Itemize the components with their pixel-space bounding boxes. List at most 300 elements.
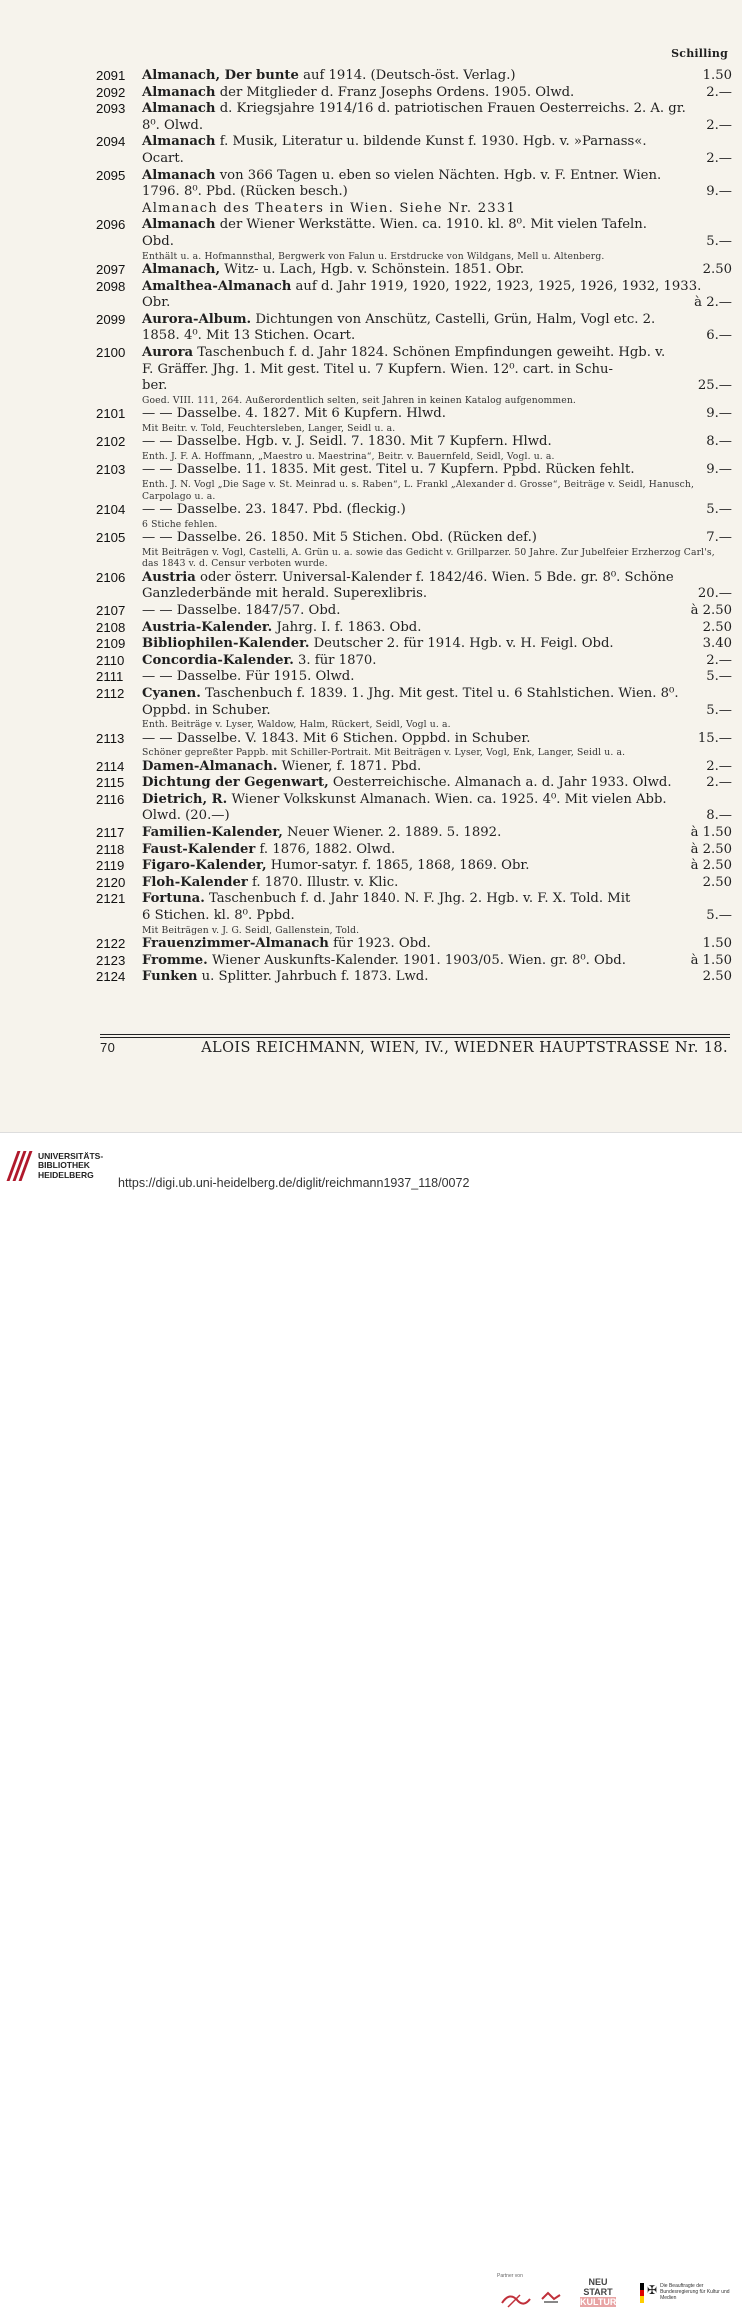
entry-text [142, 328, 700, 345]
entry-text [142, 570, 726, 587]
entry-number: 2101 [96, 406, 126, 422]
catalog-entry [96, 85, 732, 102]
entry-description: auf 1914. (Deutsch-öst. Verlag.) [298, 68, 516, 83]
entry-keyword: Faust-Kalender [142, 841, 256, 857]
bund-text: Die Beauftragte der Bundesregierung für Kultur und Medien [660, 2283, 730, 2301]
entry-price: 20.— [697, 586, 732, 602]
entry-text [142, 134, 726, 151]
entry-description: Obd. [142, 233, 174, 249]
catalog-entry [96, 530, 732, 570]
entry-note: Schöner gepreßter Pappb. mit Schiller-Portrait. Mit Beiträgen v. Lyser, Vogl, Enk, Langer, Seidl u. a. [142, 747, 626, 759]
entry-keyword: Almanach [142, 167, 216, 183]
catalog-entry [96, 345, 732, 406]
entry-line [142, 586, 732, 603]
entry-text [142, 502, 700, 519]
entry-number: 2116 [96, 791, 125, 807]
partner-logos-icon[interactable] [498, 2281, 576, 2315]
entry-price: à 1.50 [690, 825, 732, 841]
entry-description: — — Dasselbe. 1847/57. Obd. [142, 602, 341, 618]
library-name: UNIVERSITÄTS- BIBLIOTHEK HEIDELBERG [38, 1150, 104, 1180]
entry-number: 2108 [96, 619, 126, 635]
catalog-entry [96, 792, 732, 825]
entry-number: 2094 [96, 134, 126, 150]
entry-number: 2118 [96, 841, 125, 857]
entry-line [142, 378, 732, 395]
entry-body [142, 434, 732, 462]
entry-description: f. 1870. Illustr. v. Klic. [247, 874, 399, 890]
entry-keyword: Fromme. [142, 952, 208, 968]
entry-number: 2107 [96, 602, 126, 618]
entry-description: Obr. [142, 295, 171, 311]
entry-description: Ocart. [142, 150, 184, 166]
entry-body [142, 858, 732, 875]
entry-line [142, 85, 732, 102]
entry-number: 2105 [96, 530, 126, 546]
page-url[interactable]: https://digi.ub.uni-heidelberg.de/diglit/reichmann1937_118/0072 [118, 1176, 470, 1190]
entry-description: Deutscher 2. für 1914. Hgb. v. H. Feigl. Obd. [309, 636, 614, 652]
entry-price: 9.— [706, 406, 732, 422]
entry-line [142, 908, 732, 925]
entry-description: — — Dasselbe. Hgb. v. J. Seidl. 7. 1830. Mit 7 Kupfern. Hlwd. [142, 434, 552, 450]
entry-keyword: Austria [142, 569, 196, 585]
entry-body [142, 168, 732, 201]
entry-line [142, 345, 732, 362]
entry-description: Wiener Auskunfts-Kalender. 1901. 1903/05. Wien. gr. 8⁰. Obd. [207, 952, 626, 968]
entry-description: Witz- u. Lach, Hgb. v. Schönstein. 1851. Obr. [220, 262, 525, 278]
entry-description: — — Dasselbe. 11. 1835. Mit gest. Titel u. 7 Kupfern. Ppbd. Rücken fehlt. [142, 462, 635, 478]
entry-description: — — Dasselbe. 23. 1847. Pbd. (fleckig.) [142, 502, 406, 518]
entry-line [142, 295, 732, 312]
entry-text [142, 279, 726, 296]
entry-number: 2102 [96, 434, 126, 450]
entry-line [142, 101, 732, 118]
entry-keyword: Frauenzimmer-Almanach [142, 936, 329, 952]
entry-text [142, 875, 697, 892]
catalog-entry [96, 953, 732, 970]
entry-line [142, 462, 732, 479]
catalog-entry [96, 279, 732, 312]
entry-body [142, 134, 732, 167]
entry-body [142, 603, 732, 620]
entry-number: 2098 [96, 278, 126, 294]
entry-price: 2.50 [702, 969, 732, 985]
entry-number: 2111 [96, 669, 124, 685]
entry-body [142, 620, 732, 637]
entry-text [142, 620, 697, 637]
catalog-entry [96, 434, 732, 462]
entry-number: 2113 [96, 730, 125, 746]
entry-price: 2.— [706, 652, 732, 668]
entry-body [142, 345, 732, 406]
catalog-entry [96, 969, 732, 986]
entry-body [142, 279, 732, 312]
entry-body [142, 775, 732, 792]
entry-price: 2.— [706, 84, 732, 100]
entry-line [142, 891, 732, 908]
entry-body [142, 653, 732, 670]
footer-rule [100, 1034, 730, 1035]
entry-line [142, 953, 732, 970]
entry-text [142, 295, 688, 312]
entry-body [142, 502, 732, 530]
entry-body [142, 669, 732, 686]
partner-label: Partner von [497, 2273, 523, 2279]
entry-number: 2093 [96, 101, 126, 117]
entry-keyword: Familien-Kalender, [142, 825, 283, 841]
entry-text [142, 792, 726, 809]
entry-number: 2115 [96, 775, 125, 791]
entry-price: 2.50 [702, 874, 732, 890]
entry-number: 2110 [96, 652, 125, 668]
entry-line [142, 151, 732, 168]
entry-body [142, 891, 732, 936]
entry-keyword: Amalthea-Almanach [142, 278, 292, 294]
entry-text [142, 262, 697, 279]
entry-body [142, 936, 732, 953]
running-head: Schilling [671, 47, 728, 60]
entry-keyword: Almanach, [142, 262, 221, 278]
entry-text [142, 636, 697, 653]
entry-price: 2.— [706, 117, 732, 133]
entry-text [142, 653, 700, 670]
catalog-entry [96, 875, 732, 892]
entry-price: à 2.50 [690, 858, 732, 874]
entry-number: 2121 [96, 891, 126, 907]
entry-description: oder österr. Universal-Kalender f. 1842/46. Wien. 5 Bde. gr. 8⁰. Schöne [195, 569, 674, 585]
entry-description: Taschenbuch f. d. Jahr 1840. N. F. Jhg. 2. Hgb. v. F. X. Told. Mit [204, 891, 631, 907]
entry-note: Enth. Beiträge v. Lyser, Waldow, Halm, Rückert, Seidl, Vogl u. a. [142, 719, 451, 731]
entry-description: 3. für 1870. [293, 652, 377, 668]
entry-number: 2104 [96, 502, 126, 518]
entry-text [142, 775, 700, 792]
entry-line [142, 312, 732, 329]
entry-keyword: Damen-Almanach. [142, 758, 278, 774]
entry-description: F. Gräffer. Jhg. 1. Mit gest. Titel u. 7 Kupfern. Wien. 12⁰. cart. in Schu- [142, 361, 613, 377]
entry-keyword: Bibliophilen-Kalender. [142, 636, 310, 652]
entry-number: 2124 [96, 969, 126, 985]
entry-price: à 2.50 [690, 841, 732, 857]
catalog-entry [96, 134, 732, 167]
entry-line [142, 118, 732, 135]
entry-text [142, 686, 726, 703]
entry-note: Enth. J. N. Vogl „Die Sage v. St. Meinrad u. s. Raben“, L. Frankl „Alexander d. Grosse“, Beiträge v. Seidl, Hanusch, Carpolago u. a. [142, 479, 695, 502]
entry-text [142, 586, 692, 603]
entry-line [142, 969, 732, 986]
entry-note: Mit Beiträgen v. Vogl, Castelli, A. Grün u. a. sowie das Gedicht v. Grillparzer. 50 Jahre. Zur Jubelfeier Erzherzog Carl's, das 1843 v. d. Censur verboten wurde. [142, 546, 715, 570]
entry-text [142, 462, 700, 479]
entry-line [142, 570, 732, 587]
entry-line [142, 669, 732, 686]
entry-description: 1796. 8⁰. Pbd. (Rücken besch.) [142, 184, 348, 200]
entry-note: Mit Beiträgen v. J. G. Seidl, Gallenstein, Told. [142, 924, 360, 936]
library-logo[interactable] [10, 1149, 103, 1183]
catalog-entry [96, 669, 732, 686]
entry-line [142, 842, 732, 859]
entry-description: Jahrg. I. f. 1863. Obd. [272, 619, 422, 635]
catalog-entry [96, 462, 732, 502]
catalog-entries [96, 68, 732, 986]
entry-note: Mit Beitr. v. Told, Feuchtersleben, Langer, Seidl u. a. [142, 422, 396, 434]
entry-number: 2106 [96, 569, 126, 585]
entry-line [142, 184, 732, 201]
entry-line [142, 406, 732, 423]
catalog-entry [96, 891, 732, 936]
page-number: 70 [100, 1040, 116, 1055]
entry-line [142, 603, 732, 620]
entry-keyword: Floh-Kalender [142, 874, 248, 890]
entry-number: 2117 [96, 825, 125, 841]
entry-price: 2.50 [702, 619, 732, 635]
entry-description: Oesterreichische. Almanach a. d. Jahr 1933. Olwd. [328, 775, 672, 791]
entry-text [142, 842, 685, 859]
entry-body [142, 101, 732, 134]
entry-body [142, 759, 732, 776]
catalog-entry [96, 636, 732, 653]
entry-keyword: Fortuna. [142, 891, 205, 907]
entry-description: — — Dasselbe. 4. 1827. Mit 6 Kupfern. Hlwd. [142, 406, 446, 422]
entry-line [142, 936, 732, 953]
catalog-entry [96, 759, 732, 776]
catalog-entry [96, 312, 732, 345]
entry-text [142, 434, 700, 451]
page-footer [100, 1040, 728, 1056]
german-flag-icon [640, 2283, 644, 2303]
entry-text [142, 759, 700, 776]
entry-keyword: Austria-Kalender. [142, 619, 273, 635]
heidelberg-logo-icon [10, 1149, 32, 1183]
entry-body [142, 686, 732, 731]
footer-rule-second [100, 1037, 730, 1038]
entry-price: à 2.50 [690, 602, 732, 618]
entry-description: Oppbd. in Schuber. [142, 702, 271, 718]
catalog-entry [96, 936, 732, 953]
bund-logo[interactable] [640, 2283, 730, 2303]
entry-text [142, 168, 726, 185]
neustart-kultur-logo[interactable]: NEU START KULTUR [580, 2277, 617, 2307]
entry-text [142, 85, 700, 102]
entry-description: ber. [142, 378, 168, 394]
entry-body [142, 217, 732, 262]
entry-number: 2100 [96, 345, 126, 360]
entry-description: der Mitglieder d. Franz Josephs Ordens. 1905. Olwd. [215, 84, 575, 100]
entry-body [142, 792, 732, 825]
entry-line [142, 530, 732, 547]
entry-description: u. Splitter. Jahrbuch f. 1873. Lwd. [197, 969, 429, 985]
entry-body [142, 969, 732, 986]
catalog-entry [96, 653, 732, 670]
entry-line [142, 620, 732, 637]
entry-body [142, 825, 732, 842]
entry-text [142, 530, 700, 547]
entry-description: Neuer Wiener. 2. 1889. 5. 1892. [282, 825, 502, 841]
entry-body [142, 406, 732, 434]
entry-description: Taschenbuch f. 1839. 1. Jhg. Mit gest. Titel u. 6 Stahlstichen. Wien. 8⁰. [200, 685, 679, 701]
entry-number: 2109 [96, 636, 126, 652]
entry-line [142, 134, 732, 151]
entry-line [142, 858, 732, 875]
entry-keyword: Almanach [142, 217, 216, 233]
entry-line [142, 792, 732, 809]
entry-line [142, 825, 732, 842]
catalog-entry [96, 842, 732, 859]
catalog-entry [96, 262, 732, 279]
entry-note: Enth. J. F. A. Hoffmann, „Maestro u. Maestrina“, Beitr. v. Bauernfeld, Seidl, Vogl. u. a. [142, 450, 555, 462]
entry-text [142, 858, 685, 875]
entry-description: 6 Stichen. kl. 8⁰. Ppbd. [142, 908, 295, 924]
catalog-entry [96, 217, 732, 262]
entry-keyword: Almanach [142, 84, 216, 100]
entry-price: 5.— [706, 502, 732, 518]
entry-price: 9.— [706, 184, 732, 200]
entry-line [142, 875, 732, 892]
catalog-entry [96, 731, 732, 759]
entry-line [142, 775, 732, 792]
catalog-entry [96, 68, 732, 85]
entry-description: — — Dasselbe. Für 1915. Olwd. [142, 669, 355, 685]
catalog-entry [96, 168, 732, 201]
entry-line [142, 279, 732, 296]
entry-description: d. Kriegsjahre 1914/16 d. patriotischen Frauen Oesterreichs. 2. A. gr. [215, 101, 686, 117]
entry-text [142, 118, 700, 135]
catalog-entry [96, 825, 732, 842]
entry-text [142, 669, 700, 686]
entry-body [142, 953, 732, 970]
entry-line [142, 328, 732, 345]
catalog-entry [96, 858, 732, 875]
entry-number: 2123 [96, 952, 126, 968]
entry-text [142, 825, 685, 842]
entry-number: 2122 [96, 936, 126, 952]
entry-text [142, 101, 726, 118]
entry-price: 8.— [706, 808, 732, 824]
entry-line [142, 686, 732, 703]
entry-note: 6 Stiche fehlen. [142, 518, 218, 530]
entry-number: 2114 [96, 758, 125, 774]
entry-number: 2096 [96, 217, 126, 233]
entry-number: 2091 [96, 68, 126, 83]
entry-price: 5.— [706, 669, 732, 685]
entry-line [142, 362, 732, 379]
entry-description: 1858. 4⁰. Mit 13 Stichen. Ocart. [142, 328, 356, 344]
entry-price: 2.50 [702, 262, 732, 278]
entry-body [142, 262, 732, 279]
entry-text [142, 953, 685, 970]
catalog-entry [96, 502, 732, 530]
entry-price: 9.— [706, 462, 732, 478]
entry-keyword: Cyanen. [142, 685, 201, 701]
catalog-entry [96, 620, 732, 637]
entry-number: 2092 [96, 84, 126, 100]
entry-description: 8⁰. Olwd. [142, 117, 204, 133]
publisher-address: ALOIS REICHMANN, WIEN, IV., WIEDNER HAUPTSTRASSE Nr. 18. [201, 1040, 728, 1056]
entry-price: 7.— [706, 530, 732, 546]
entry-line [142, 217, 732, 234]
entry-price: 2.— [706, 758, 732, 774]
entry-keyword: Aurora-Album. [142, 311, 252, 327]
entry-keyword: Dietrich, R. [142, 791, 228, 807]
entry-price: 6.— [706, 328, 732, 344]
entry-description: Dichtungen von Anschütz, Castelli, Grün, Halm, Vogl etc. 2. [251, 311, 656, 327]
entry-text [142, 378, 692, 395]
entry-note: Goed. VIII. 111, 264. Außerordentlich selten, seit Jahren in keinen Katalog aufgenommen. [142, 394, 576, 406]
entry-description: Humor-satyr. f. 1865, 1868, 1869. Obr. [266, 858, 530, 874]
entry-price: 2.— [706, 775, 732, 791]
entry-text [142, 969, 697, 986]
eagle-icon: ✠ [647, 2283, 658, 2297]
entry-text [142, 217, 726, 234]
entry-text [142, 808, 700, 825]
entry-text [142, 345, 726, 362]
entry-text [142, 603, 685, 620]
entry-price: 3.40 [702, 636, 732, 652]
crossref-line: Almanach des Theaters in Wien. Siehe Nr. 2331 [142, 200, 517, 216]
entry-body [142, 312, 732, 345]
catalog-entry [96, 101, 732, 134]
entry-body [142, 636, 732, 653]
entry-price: 25.— [697, 378, 732, 394]
entry-body [142, 731, 732, 759]
entry-description: Ganzlederbände mit herald. Superexlibris. [142, 586, 428, 602]
catalog-entry [96, 775, 732, 792]
entry-number: 2112 [96, 685, 125, 701]
entry-description: — — Dasselbe. V. 1843. Mit 6 Stichen. Oppbd. in Schuber. [142, 730, 531, 746]
entry-text [142, 731, 692, 748]
entry-body [142, 530, 732, 570]
entry-line [142, 68, 732, 85]
entry-price: 8.— [706, 434, 732, 450]
entry-text [142, 312, 726, 329]
entry-price: à 1.50 [690, 952, 732, 968]
entry-description: von 366 Tagen u. eben so vielen Nächten. Hgb. v. F. Entner. Wien. [215, 167, 662, 183]
entry-body [142, 68, 732, 85]
entry-number: 2103 [96, 462, 126, 478]
entry-body [142, 85, 732, 102]
entry-number: 2099 [96, 311, 126, 327]
entry-number: 2097 [96, 262, 126, 278]
entry-price: à 2.— [694, 295, 732, 311]
entry-description: Wiener, f. 1871. Pbd. [277, 758, 422, 774]
entry-number: 2120 [96, 874, 126, 890]
entry-text [142, 184, 700, 201]
entry-line [142, 434, 732, 451]
catalog-entry [96, 603, 732, 620]
entry-price: 5.— [706, 702, 732, 718]
entry-line [142, 653, 732, 670]
entry-line [142, 502, 732, 519]
entry-text [142, 908, 700, 925]
entry-text [142, 936, 697, 953]
entry-text [142, 68, 697, 85]
entry-price: 5.— [706, 233, 732, 249]
entry-description: f. Musik, Literatur u. bildende Kunst f. 1930. Hgb. v. »Parnass«. [215, 134, 647, 150]
entry-note: Enthält u. a. Hofmannsthal, Bergwerk von Falun u. Erstdrucke von Wildgans, Mell u. Altenberg. [142, 250, 605, 262]
entry-price: 15.— [697, 730, 732, 746]
entry-keyword: Figaro-Kalender, [142, 858, 267, 874]
entry-line [142, 808, 732, 825]
entry-line [142, 731, 732, 748]
entry-keyword: Aurora [142, 345, 194, 360]
entry-description: auf d. Jahr 1919, 1920, 1922, 1923, 1925, 1926, 1932, 1933. [291, 278, 702, 294]
entry-body [142, 842, 732, 859]
entry-text [142, 234, 700, 251]
entry-line [142, 636, 732, 653]
entry-price: 2.— [706, 150, 732, 166]
catalog-entry [96, 406, 732, 434]
entry-line [142, 759, 732, 776]
entry-text [142, 891, 726, 908]
entry-text [142, 362, 726, 379]
entry-line [142, 168, 732, 185]
